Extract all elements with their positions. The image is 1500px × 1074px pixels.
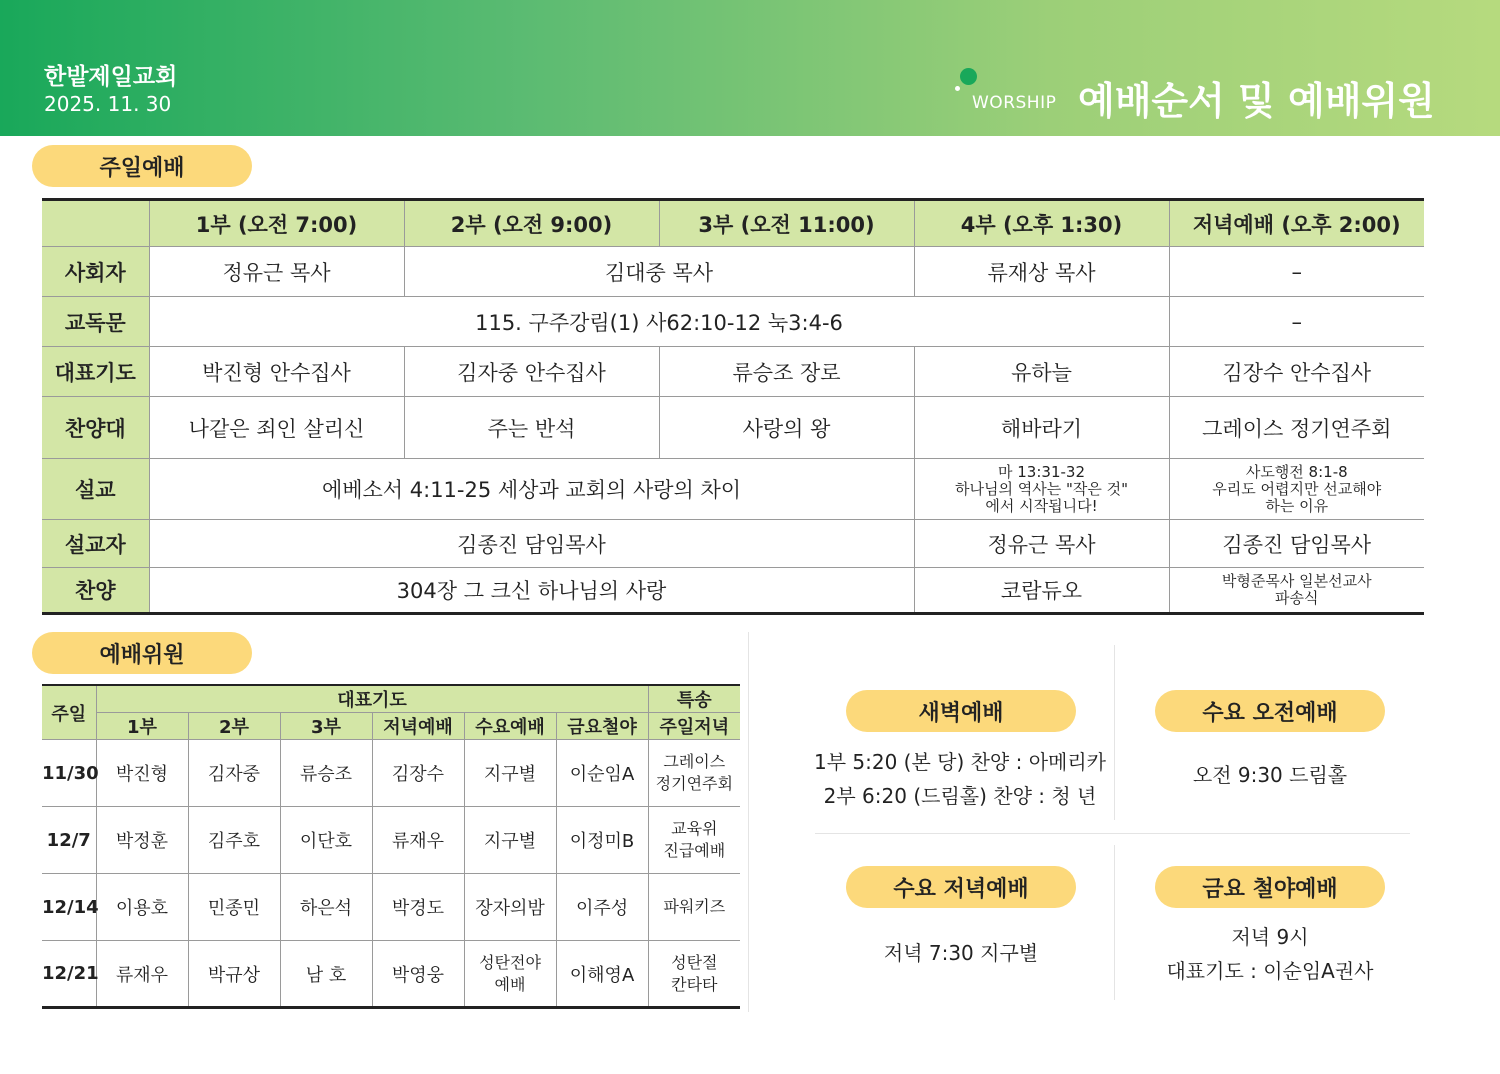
table-cell: 장자의밤: [464, 874, 556, 941]
church-name: 한밭제일교회: [44, 64, 178, 90]
friday-line-1: 저녁 9시: [1231, 925, 1309, 949]
table-row: [42, 874, 740, 941]
row-header: 찬양대: [42, 397, 149, 459]
bulletin-date: 2025. 11. 30: [44, 92, 172, 116]
row-date: 12/21: [42, 941, 96, 1008]
column-header: 저녁예배 (오후 2:00): [1169, 200, 1424, 247]
dawn-line-2: 2부 6:20 (드림홀) 찬양 : 청 년: [823, 784, 1097, 808]
special-line: 교육위: [671, 819, 718, 838]
table-cell: 류재우: [96, 941, 188, 1008]
row-date: 12/14: [42, 874, 96, 941]
column-header: 2부: [188, 713, 280, 740]
table-cell: 민종민: [188, 874, 280, 941]
column-header: 특송: [648, 685, 740, 713]
table-cell: 김주호: [188, 807, 280, 874]
table-cell: 주는 반석: [404, 397, 659, 459]
table-row: [42, 459, 1424, 520]
table-cell: 류승조: [280, 740, 372, 807]
table-row: [42, 740, 740, 807]
table-row: [42, 347, 1424, 397]
special-line: 성탄절: [671, 952, 718, 972]
hymn-line: 파송식: [1275, 589, 1319, 607]
table-cell: 박영웅: [372, 941, 464, 1008]
table-cell: 박경도: [372, 874, 464, 941]
table-cell: [1169, 568, 1424, 614]
panel-divider: [815, 833, 1410, 834]
sermon-title: 하는 이유: [1265, 496, 1329, 515]
sunday-schedule-table: [42, 198, 1424, 615]
table-cell: 김종진 담임목사: [149, 520, 914, 568]
row-header: 대표기도: [42, 347, 149, 397]
table-cell: [648, 807, 740, 874]
friday-service-info: [1130, 920, 1410, 988]
committee-table: [42, 684, 740, 1009]
cell-line: 성탄전야: [479, 952, 541, 972]
row-header: 사회자: [42, 247, 149, 297]
table-header-row: [42, 200, 1424, 247]
dot-icon: [960, 68, 977, 85]
table-cell: [648, 941, 740, 1008]
table-cell: 코람듀오: [914, 568, 1169, 614]
sermon-title: 우리도 어렵지만 선교해야: [1212, 479, 1382, 498]
special-line: 진급예배: [663, 841, 726, 860]
table-cell: 304장 그 크신 하나님의 사랑: [149, 568, 914, 614]
table-cell: 하은석: [280, 874, 372, 941]
wed-evening-info: 저녁 7:30 지구별: [883, 941, 1039, 965]
column-header: 대표기도: [96, 685, 648, 713]
table-row: [42, 397, 1424, 459]
row-date: 11/30: [42, 740, 96, 807]
column-header: 금요철야: [556, 713, 648, 740]
table-cell: [1169, 459, 1424, 520]
table-cell: 정유근 목사: [914, 520, 1169, 568]
wed-evening-service-label: 수요 저녁예배: [846, 866, 1076, 908]
sermon-ref: 사도행전 8:1-8: [1245, 462, 1348, 481]
row-header: 설교자: [42, 520, 149, 568]
table-cell: 김자중: [188, 740, 280, 807]
column-header: 수요예배: [464, 713, 556, 740]
table-cell: –: [1169, 247, 1424, 297]
table-cell: 사랑의 왕: [659, 397, 914, 459]
page-header: [0, 0, 1500, 136]
wed-morning-info: 오전 9:30 드림홀: [1192, 763, 1348, 787]
column-header: 1부 (오전 7:00): [149, 200, 404, 247]
column-header: 3부 (오전 11:00): [659, 200, 914, 247]
wed-morning-service-label: 수요 오전예배: [1155, 690, 1385, 732]
table-cell: 박진형 안수집사: [149, 347, 404, 397]
column-header: 저녁예배: [372, 713, 464, 740]
table-cell: 박정훈: [96, 807, 188, 874]
table-cell: 정유근 목사: [149, 247, 404, 297]
table-cell: –: [1169, 297, 1424, 347]
friday-line-2: 대표기도 : 이순임A권사: [1166, 959, 1374, 983]
table-cell: 해바라기: [914, 397, 1169, 459]
table-row: [42, 568, 1424, 614]
panel-divider: [1114, 845, 1115, 1000]
friday-service-label: 금요 철야예배: [1155, 866, 1385, 908]
panel-divider: [748, 632, 749, 1012]
column-header: 주일저녁: [648, 713, 740, 740]
table-row: [42, 807, 740, 874]
column-header: 4부 (오후 1:30): [914, 200, 1169, 247]
table-cell: 김종진 담임목사: [1169, 520, 1424, 568]
section-committee: 예배위원: [32, 632, 252, 674]
table-cell: 지구별: [464, 807, 556, 874]
cell-line: 예배: [494, 974, 526, 994]
table-cell: 박진형: [96, 740, 188, 807]
row-header: 교독문: [42, 297, 149, 347]
hymn-line: 박형준목사 일본선교사: [1221, 572, 1372, 590]
table-cell: 이용호: [96, 874, 188, 941]
table-cell: 류승조 장로: [659, 347, 914, 397]
table-cell: 김대중 목사: [404, 247, 914, 297]
corner-cell: [42, 200, 149, 247]
table-cell: 김자중 안수집사: [404, 347, 659, 397]
table-row: [42, 247, 1424, 297]
table-cell: [464, 941, 556, 1008]
section-sunday-worship: 주일예배: [32, 145, 252, 187]
table-cell: 류재상 목사: [914, 247, 1169, 297]
dawn-service-label: 새벽예배: [846, 690, 1076, 732]
table-header-row: [42, 713, 740, 740]
table-header-row: [42, 685, 740, 713]
column-header: 주일: [42, 685, 96, 740]
table-cell: 파워키즈: [648, 874, 740, 941]
table-cell: 이정미B: [556, 807, 648, 874]
table-cell: 이순임A: [556, 740, 648, 807]
table-cell: 지구별: [464, 740, 556, 807]
dawn-service-info: [790, 745, 1130, 813]
special-line: 정기연주회: [655, 774, 733, 793]
sermon-ref: 마 13:31-32: [998, 462, 1085, 481]
table-cell: [914, 459, 1169, 520]
table-cell: 유하늘: [914, 347, 1169, 397]
table-row: [42, 941, 740, 1008]
table-cell: 이단호: [280, 807, 372, 874]
special-line: 칸타타: [671, 974, 718, 994]
column-header: 1부: [96, 713, 188, 740]
table-cell: [648, 740, 740, 807]
table-cell: 에베소서 4:11-25 세상과 교회의 사랑의 차이: [149, 459, 914, 520]
table-row: [42, 297, 1424, 347]
special-line: 그레이스: [663, 752, 726, 771]
table-cell: 류재우: [372, 807, 464, 874]
table-cell: 나같은 죄인 살리신: [149, 397, 404, 459]
table-cell: 이주성: [556, 874, 648, 941]
dawn-line-1: 1부 5:20 (본 당) 찬양 : 아메리카: [813, 750, 1106, 774]
table-cell: 박규상: [188, 941, 280, 1008]
page-title: 예배순서 및 예배위원: [1078, 79, 1435, 123]
table-cell: 그레이스 정기연주회: [1169, 397, 1424, 459]
table-row: [42, 520, 1424, 568]
column-header: 3부: [280, 713, 372, 740]
row-header: 찬양: [42, 568, 149, 614]
row-header: 설교: [42, 459, 149, 520]
table-cell: 김장수: [372, 740, 464, 807]
sermon-title: 하나님의 역사는 "작은 것": [954, 479, 1128, 498]
table-cell: 이해영A: [556, 941, 648, 1008]
table-cell: 115. 구주강림(1) 사62:10-12 눅3:4-6: [149, 297, 1169, 347]
table-cell: 남 호: [280, 941, 372, 1008]
row-date: 12/7: [42, 807, 96, 874]
sermon-title: 에서 시작됩니다!: [985, 496, 1098, 515]
dot-small-icon: [955, 86, 960, 91]
column-header: 2부 (오전 9:00): [404, 200, 659, 247]
worship-label: WORSHIP: [972, 93, 1057, 113]
table-cell: 김장수 안수집사: [1169, 347, 1424, 397]
